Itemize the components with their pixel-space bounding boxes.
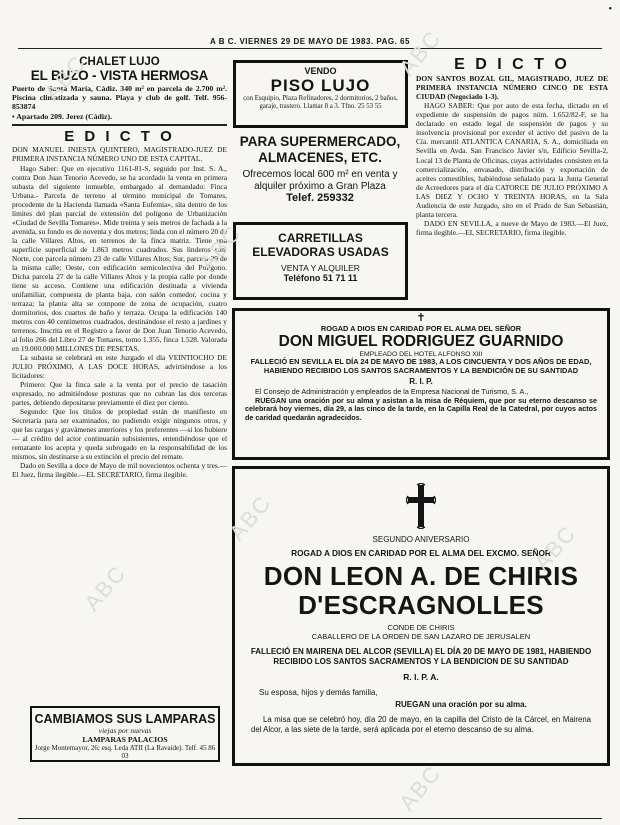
abc-watermark: ABC [194, 220, 247, 276]
vendo-piso-ad [233, 60, 408, 128]
left-divider [12, 124, 227, 126]
lamparas-sub: viejas por nuevas [98, 726, 152, 735]
obit2-death: FALLECIÓ EN MAIRENA DEL ALCOR (SEVILLA) EL DÍA 20 DE MAYO DE 1981, HABIENDO RECIBIDO LOS SANTOS SACRAMENTOS Y LA BENDICION DE SU SANTIDAD [250, 647, 592, 666]
chalet-contact: • Apartado 209. Jerez (Cádiz). [12, 111, 113, 121]
abc-watermark: ABC [394, 25, 447, 81]
vendo-body: con Esquipio, Plaza Refinadores, 2 dormitorios, 2 baños, garaje, trastero. Llamar 8 a 3. Tfno. 25 53 55 [243, 95, 398, 110]
lamparas-brand: LAMPARAS PALACIOS [82, 735, 168, 744]
obit1-ruegan: RUEGAN una oración por su alma y asistan a la misa de Réquiem, que por su eterno descanso se celebrará hoy viernes, día 29, a las cinco de la tarde, en la Capilla Real de la Catedral, por cuyos actos de caridad quedarán agradecidos. [245, 395, 597, 422]
obit2-aniversario: SEGUNDO ANIVERSARIO [372, 535, 470, 544]
left-edicto-body4: Segundo: Que los títulos de propiedad están de manifiesto en Secretaría para ser examinados, no pudiendo exigir ningunos otros, y que las cargas y gravámenes anteriores y los preferentes —si los hubiere— al crédito del actor continuarán subsistentes, entendiéndose que el rematante los acepta y queda subrogado en la responsabilidad de los mismos, sin destinarse a su extinción el precio del remate. [12, 406, 227, 461]
left-edicto-title: E D I C T O [64, 127, 175, 145]
obituary-chiris [232, 466, 610, 766]
abc-watermark: ABC [529, 520, 582, 576]
page-header: A B C. VIERNES 29 DE MAYO DE 1983. PAG. 65 [210, 37, 410, 46]
obit2-family: Su esposa, hijos y demás familia, [259, 688, 378, 698]
obit2-name-line1: DON LEON A. DE CHIRIS [263, 561, 579, 591]
header-rule [18, 48, 602, 49]
obit2-title2: CABALLERO DE LA ORDEN DE SAN LAZARO DE JERUSALEN [311, 632, 531, 641]
vendo-headline: PISO LUJO [270, 76, 371, 95]
chalet-title: CHALET LUJO [79, 56, 160, 68]
corner-mark: • [608, 4, 612, 15]
obit2-rip: R. I. P. A. [403, 672, 439, 683]
obit2-title1: CONDE DE CHIRIS [387, 623, 455, 632]
right-edicto-body: HAGO SABER: Que por auto de esta fecha, dictado en el expediente de suspensión de pagos núm. 1.652/82-F, se ha declarado en estado legal de suspensión de pagos y su insolvencia provisional por exceder el activo del pasivo de la Cía. mercantil ATLANTICA CANARIA, S. A., domiciliada en Sevilla en Avda. San Francisco Javier s/n, Edificio Sevilla-2, Local 13 de Planta de Oficinas, cuyas actividades consisten en la comercialización, envasado, distribución y exportación de aceites comestibles, habiéndose señalado para la Junta General de Acreedores para el día CATORCE DE JULIO PRÓXIMO A LAS DIEZ Y OCHO Y TREINTA HORAS, en la Sala Audiencia de este Juzgado, sito en el Prado de San Sebastián, planta tercera. [416, 101, 608, 220]
lamparas-title: CAMBIAMOS SUS LAMPARAS [34, 712, 216, 726]
cross-icon: ✝ [416, 312, 426, 324]
lamparas-ad [30, 706, 220, 762]
abc-watermark: ABC [224, 490, 277, 546]
right-edicto-sign: DADO EN SEVILLA, a nueve de Mayo de 1983.—El Juez, firma ilegible.—EL SECRETARIO, firma ilegible. [416, 219, 608, 238]
left-edicto-intro: DON MANUEL INIESTA QUINTERO, MAGISTRADO-JUEZ DE PRIMERA INSTANCIA NÚMERO UNO DE ESTA CAPITAL. [12, 144, 227, 164]
left-edicto-body3: Primero: Que la finca sale a la venta por el precio de tasación expresado, no admitiéndose posturas que no cubran las dos terceras partes, debiendo depositarse previamente el diez por ciento. [12, 379, 227, 407]
obit2-name-line2: D'ESCRAGNOLLES [298, 590, 544, 620]
abc-watermark: ABC [79, 560, 132, 616]
carretillas-phone: Teléfono 51 71 11 [283, 273, 358, 283]
supermercado-ad [230, 134, 410, 214]
footer-rule [18, 818, 602, 819]
obit1-rogad: ROGAD A DIOS EN CARIDAD POR EL ALMA DEL SEÑOR [320, 324, 522, 333]
left-edicto-sign: Dado en Sevilla a doce de Mayo de mil novecientos ochenta y tres.—El Juez, firma ilegible.—EL SECRETARIO, firma ilegible. [12, 460, 227, 479]
obit1-rip: R. I. P. [409, 377, 433, 387]
lamparas-address: Jorge Montemayor, 26; esq. Leda ATII (La Ravaide). Telf. 45 86 03 [34, 744, 216, 760]
obit2-ruegan: RUEGAN una oración por su alma. [395, 700, 527, 710]
carretillas-ad [233, 222, 408, 300]
carretillas-headline: CARRETILLAS ELEVADORAS USADAS [252, 231, 389, 259]
left-edicto-body: Hago Saber: Que en ejecutivo 1161-81-S, seguido por Inst. S. A., contra Don Juan Tenorio Acevedo, se ha acordado la venta en primera subasta del siguiente inmueble, embargado al demandado: Finca Urbana.- Parcela de terreno al término municipal de Tomares, procedente de la Hacienda llamada «Santa Eufemia», sita dentro de los límites del plan parcial de extensión del polígono de Urbanización «Ciudad de Sevilla Tomares». Mide treinta y seis metros de fachada a la avenida, su fondo es de noventa y dos metros; linda con el número 20 de la calle Villares Altos, en terrenos de la finca matriz. Tiene una superficie superficial de 1.863 metros cuadrados. Sus linderos son: Norte, con parcela número 23 de calle Villares Altos; Sur, parcela 29 de la misma calle; Oeste, con edificación semicolectiva del Polígono. Dicha parcela 27 de la calle Villares Altos y la propia calle por donde tiene su acceso. Contiene una edificación destinada a vivienda unifamiliar, compuesta de planta baja, con salón comedor, cocina y terraza; la planta alta se compone de zona de ocupación, cuatro dormitorios, dos cuartos de baño y terraza. Ocupa la edificación 140 metros con 40 centímetros cuadrados, destinándose el resto a jardines y terrenos. Inscrita en el Registro a favor de Don Juan Tenorio Acevedo, al folio 266 del Libro 27 de Tomares, tomo 1.355, finca 1.528. Valorada en 19.000.000 MILLONES DE PESETAS. [12, 163, 227, 353]
chalet-name: EL BUZO - VISTA HERMOSA [30, 68, 209, 83]
abc-watermark: ABC [394, 760, 447, 816]
chalet-body: Puerto de Santa María, Cádiz. 340 m² en parcela de 2.700 m². Piscina climatizada y sauna. Playa y club de golf. Telf. 956-853874 [12, 84, 227, 112]
right-edicto-title: E D I C T O [454, 56, 570, 73]
obit1-name: DON MIGUEL RODRIGUEZ GUARNIDO [278, 333, 564, 350]
obit1-death: FALLECIÓ EN SEVILLA EL DÍA 24 DE MAYO DE 1983, A LOS CINCUENTA Y DOS AÑOS DE EDAD, HABIENDO RECIBIDO LOS SANTOS SACRAMENTOS Y LA BENDICIÓN DE SU SANTIDAD [250, 357, 592, 375]
super-headline: PARA SUPERMERCADO, ALMACENES, ETC. [239, 134, 401, 165]
super-body: Ofrecemos local 600 m² en venta y alquiler próximo a Gran Plaza [242, 169, 398, 192]
right-edicto-intro: DON SANTOS BOZAL GIL, MAGISTRADO, JUEZ DE PRIMERA INSTANCIA NÚMERO CINCO DE ESTA CIUDAD (Negociado 1-3). [416, 74, 608, 101]
left-edicto-body2: La subasta se celebrará en este Juzgado el día VEINTIOCHO DE JULIO PRÓXIMO, A LAS DOCE HORAS, advirtiéndose a los licitadores: [12, 352, 227, 380]
obit2-misa: La misa que se celebró hoy, día 20 de mayo, en la capilla del Cristo de la Cárcel, en Mairena del Alcor, a las siete de la tarde, será aplicada por el eterno descanso de su alma. [251, 715, 591, 734]
obit2-rogad: ROGAD A DIOS EN CARIDAD POR EL ALMA DEL EXCMO. SEÑOR [291, 548, 551, 558]
super-phone: Telef. 259332 [286, 192, 354, 204]
carretillas-sub: VENTA Y ALQUILER [281, 263, 360, 273]
obit1-family: El Consejo de Administración y empleados de la Empresa Nacional de Turismo, S. A., [255, 387, 529, 397]
ornate-cross-icon [406, 483, 436, 529]
obituary-rodriguez [232, 308, 610, 460]
left-column [12, 55, 227, 720]
abc-watermark: ABC [39, 50, 92, 106]
obit1-role: EMPLEADO DEL HOTEL ALFONSO XIII [359, 351, 483, 358]
vendo-title: VENDO [304, 66, 337, 76]
right-edicto [416, 56, 608, 301]
